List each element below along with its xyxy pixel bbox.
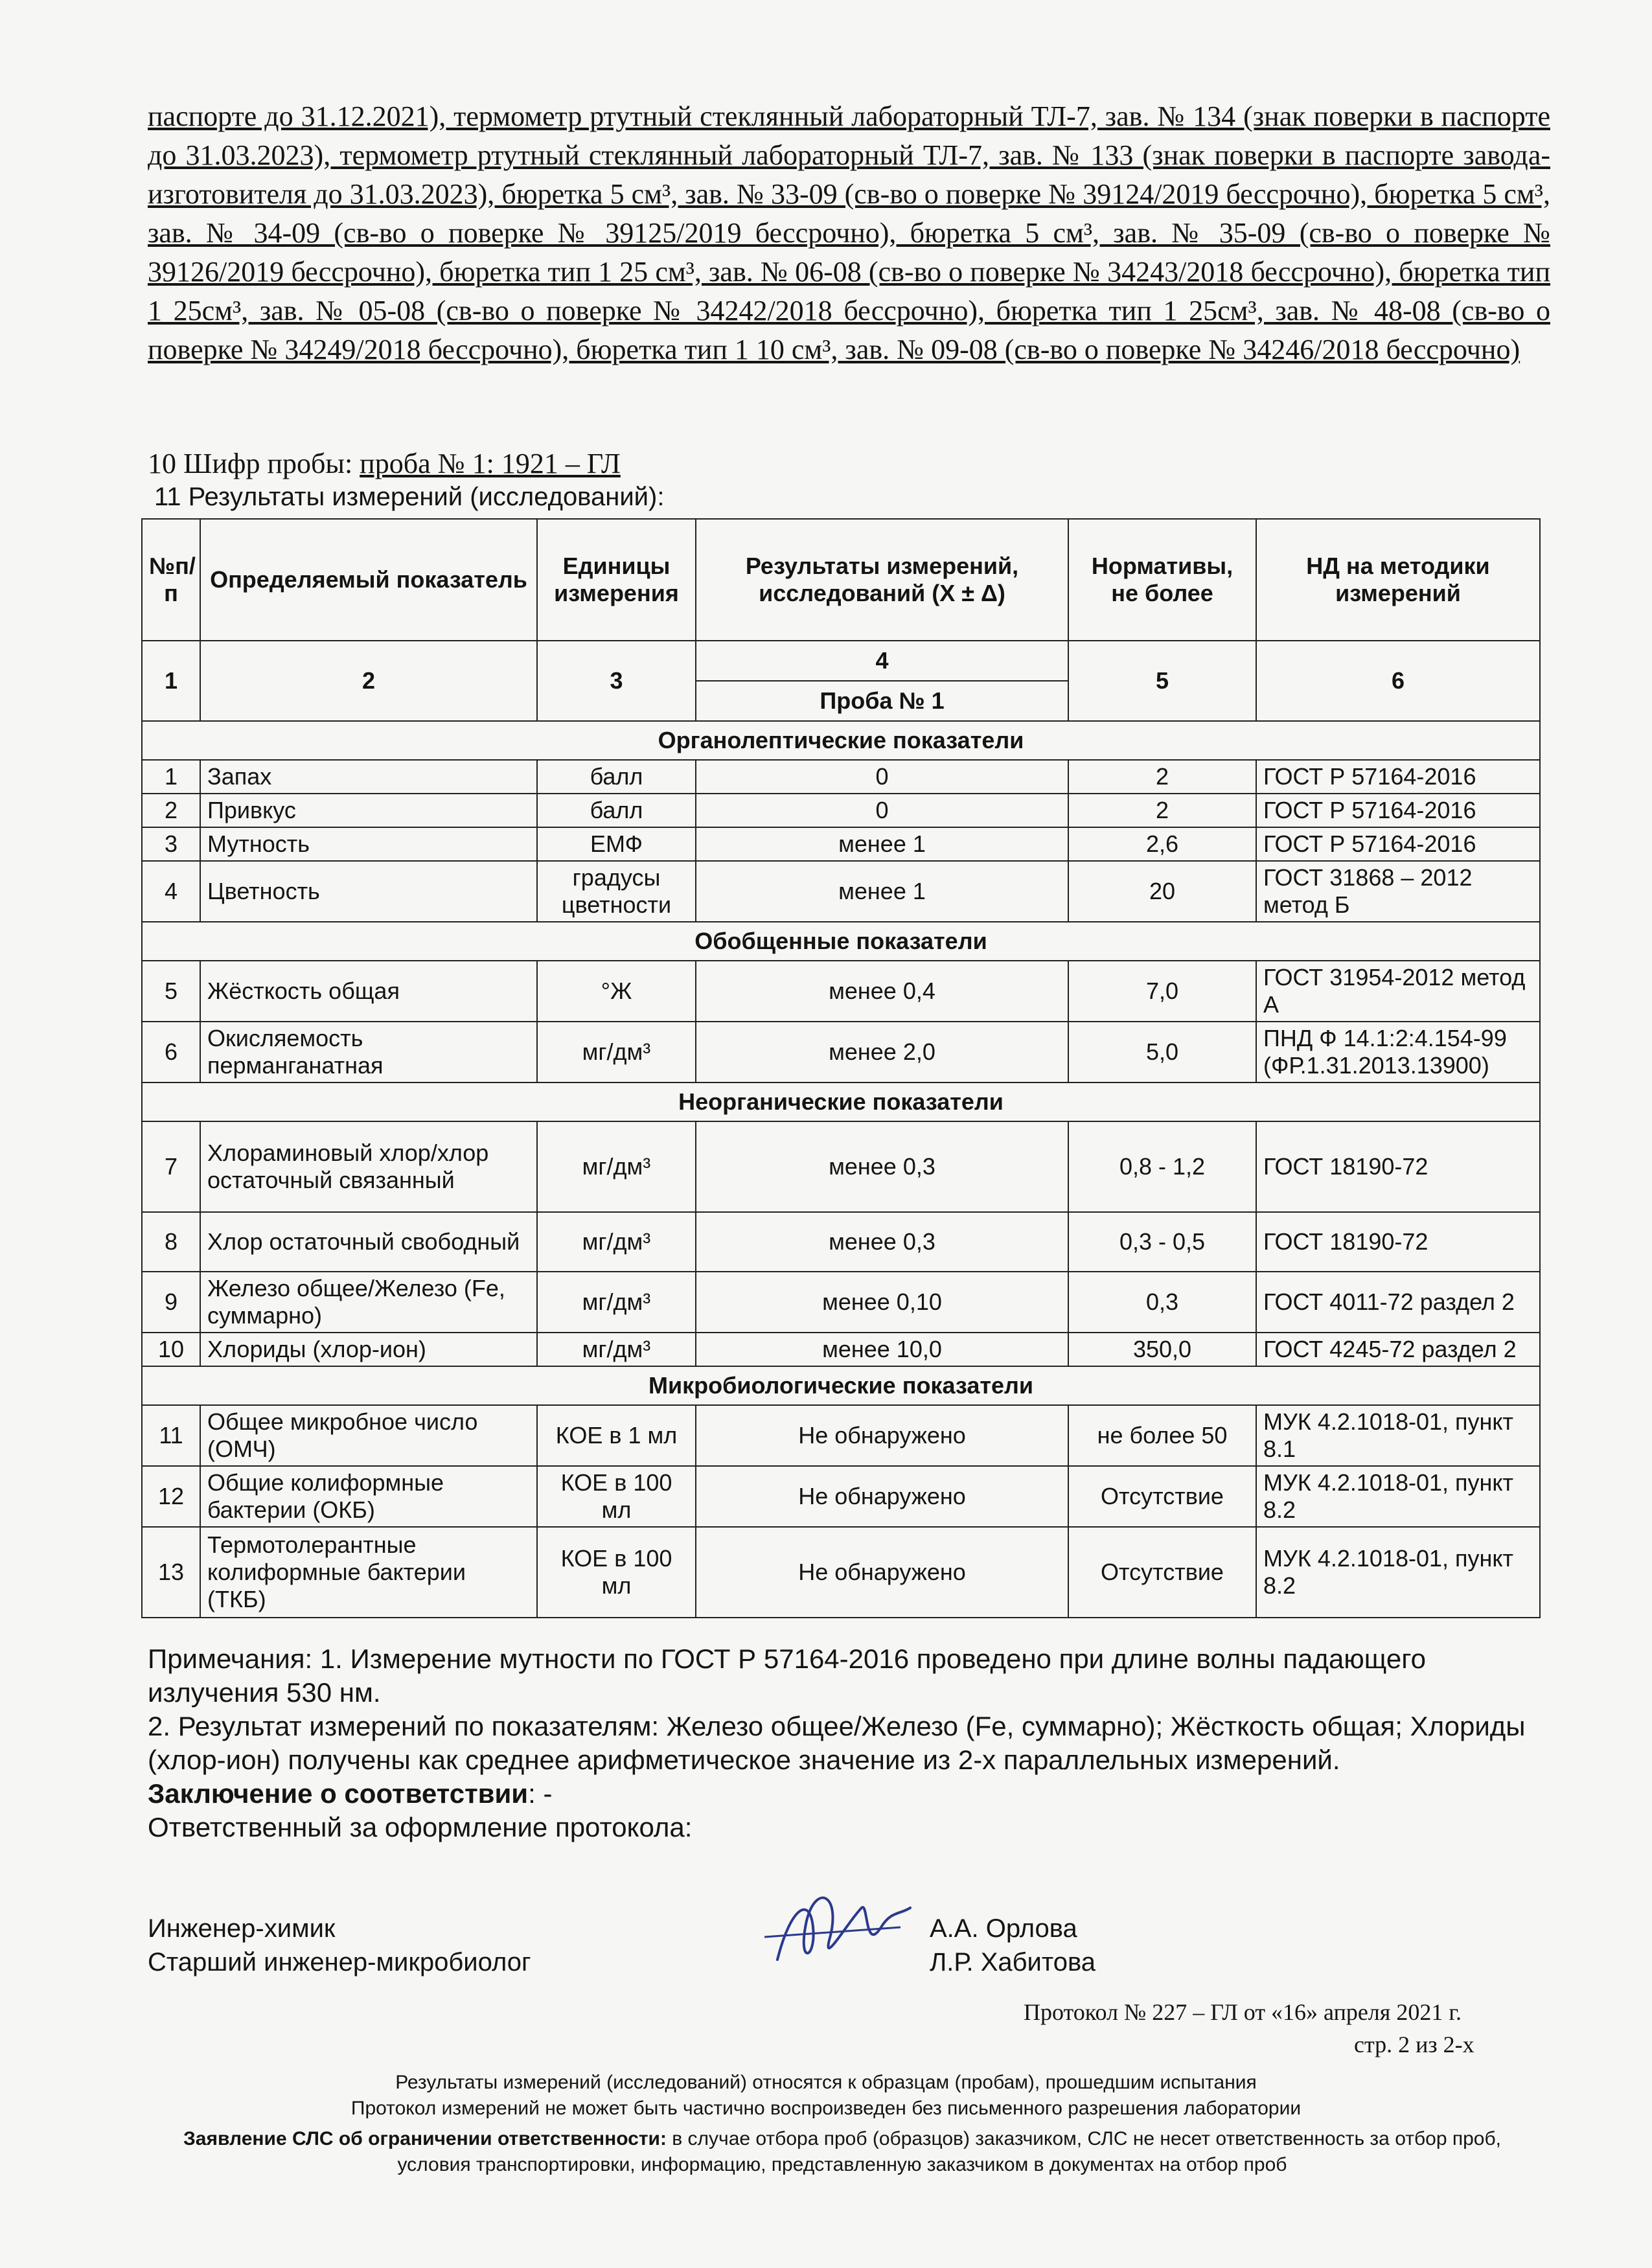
cell-num: 8 xyxy=(142,1212,200,1272)
cell-method: ГОСТ 4011-72 раздел 2 xyxy=(1256,1272,1540,1333)
cell-indicator: Общее микробное число (ОМЧ) xyxy=(200,1405,537,1466)
conclusion-value: : - xyxy=(528,1778,553,1809)
cell-result: Не обнаружено xyxy=(696,1466,1068,1527)
cell-units: КОЕ в 100 мл xyxy=(537,1466,696,1527)
cell-num: 7 xyxy=(142,1121,200,1212)
page-counter: стр. 2 из 2-х xyxy=(1354,2032,1474,2057)
cell-method: МУК 4.2.1018-01, пункт 8.2 xyxy=(1256,1527,1540,1618)
cell-result: менее 0,3 xyxy=(696,1212,1068,1272)
table-header-row xyxy=(142,519,1540,641)
cell-num: 10 xyxy=(142,1333,200,1366)
cell-indicator: Окисляемость перманганатная xyxy=(200,1022,537,1082)
cell-units: ЕМФ xyxy=(537,827,696,861)
colnum-1: 1 xyxy=(142,641,200,721)
colnum-6: 6 xyxy=(1256,641,1540,721)
table-row xyxy=(142,1333,1540,1366)
section-title: Неорганические показатели xyxy=(142,1082,1540,1121)
cell-indicator: Хлориды (хлор-ион) xyxy=(200,1333,537,1366)
cell-num: 11 xyxy=(142,1405,200,1466)
equipment-list xyxy=(148,97,1550,369)
col-header-indicator: Определяемый показатель xyxy=(200,519,537,641)
cell-result: менее 0,10 xyxy=(696,1272,1068,1333)
table-row xyxy=(142,760,1540,794)
col-header-results: Результаты измерений, исследований (X ± Δ) xyxy=(696,519,1068,641)
cell-units: балл xyxy=(537,794,696,827)
cell-units: КОЕ в 1 мл xyxy=(537,1405,696,1466)
results-heading: 11 Результаты измерений (исследований): xyxy=(154,483,665,511)
table-row xyxy=(142,1527,1540,1618)
note-1: Примечания: 1. Измерение мутности по ГОСТ Р 57164-2016 проведено при длине волны падающего излучения 530 нм. xyxy=(148,1644,1426,1708)
cell-units: КОЕ в 100 мл xyxy=(537,1527,696,1618)
table-row xyxy=(142,1466,1540,1527)
protocol-reference xyxy=(1024,1999,1462,2026)
cell-method: ГОСТ Р 57164-2016 xyxy=(1256,794,1540,827)
cell-norm: Отсутствие xyxy=(1068,1527,1256,1618)
cell-num: 2 xyxy=(142,794,200,827)
cell-units: мг/дм³ xyxy=(537,1121,696,1212)
section-title: Микробиологические показатели xyxy=(142,1366,1540,1405)
cell-indicator: Хлор остаточный свободный xyxy=(200,1212,537,1272)
cell-indicator: Жёсткость общая xyxy=(200,961,537,1022)
cell-norm: 0,3 xyxy=(1068,1272,1256,1333)
signer-1-name: А.А. Орлова xyxy=(930,1914,1077,1943)
cell-units: мг/дм³ xyxy=(537,1272,696,1333)
cell-num: 4 xyxy=(142,861,200,922)
colnum-2: 2 xyxy=(200,641,537,721)
cell-result: 0 xyxy=(696,794,1068,827)
cell-num: 3 xyxy=(142,827,200,861)
cell-norm: Отсутствие xyxy=(1068,1466,1256,1527)
cell-norm: 350,0 xyxy=(1068,1333,1256,1366)
cell-num: 13 xyxy=(142,1527,200,1618)
table-row xyxy=(142,827,1540,861)
responsible-label: Ответственный за оформление протокола: xyxy=(148,1812,693,1842)
conclusion xyxy=(148,1777,1534,1811)
cell-norm: 20 xyxy=(1068,861,1256,922)
col-header-units: Единицы измерения xyxy=(537,519,696,641)
cell-result: менее 0,3 xyxy=(696,1121,1068,1212)
cell-result: менее 1 xyxy=(696,861,1068,922)
table-row xyxy=(142,961,1540,1022)
column-numbers-row xyxy=(142,641,1540,681)
cell-result: Не обнаружено xyxy=(696,1527,1068,1618)
section-title: Органолептические показатели xyxy=(142,721,1540,760)
liability-text: в случае отбора проб (образцов) заказчиком, СЛС не несет ответственность за отбор проб, условия транспортировки, информацию, представленную заказчиком в документах на отбор проб xyxy=(397,2128,1501,2175)
section-header xyxy=(142,922,1540,961)
cell-method: ГОСТ 31954-2012 метод А xyxy=(1256,961,1540,1022)
cell-num: 12 xyxy=(142,1466,200,1527)
equipment-text: паспорте до 31.12.2021), термометр ртутный стеклянный лабораторный ТЛ-7, зав. № 134 (знак поверки в паспорте до 31.03.2023), термометр ртутный стеклянный лабораторный ТЛ-7, зав. № 133 (знак поверки в паспорте завода-изготовителя до 31.03.2023), бюретка 5 см³, зав. № 33-09 (св-во о поверке № 39124/2019 бессрочно), бюретка 5 см³, зав. № 34-09 (св-во о поверке № 39125/2019 бессрочно), бюретка 5 см³, зав. № 35-09 (св-во о поверке № 39126/2019 бессрочно), бюретка тип 1 25 см³, зав. № 06-08 (св-во о поверке № 34243/2018 бессрочно), бюретка тип 1 25см³, зав. № 05-08 (св-во о поверке № 34242/2018 бессрочно), бюретка тип 1 25см³, зав. № 48-08 (св-во о поверке № 34249/2018 бессрочно), бюретка тип 1 10 см³, зав. № 09-08 (св-во о поверке № 34246/2018 бессрочно) xyxy=(148,100,1550,365)
table-row xyxy=(142,1405,1540,1466)
cell-units: мг/дм³ xyxy=(537,1333,696,1366)
sample-code-line xyxy=(148,447,621,480)
disclaimer-copy: Протокол измерений не может быть частично воспроизведен без письменного разрешения лаборатории xyxy=(350,2098,1302,2119)
table-row xyxy=(142,1022,1540,1082)
col-header-methods: НД на методики измерений xyxy=(1256,519,1540,641)
notes-block xyxy=(148,1642,1534,1844)
cell-result: Не обнаружено xyxy=(696,1405,1068,1466)
section-title: Обобщенные показатели xyxy=(142,922,1540,961)
cell-indicator: Привкус xyxy=(200,794,537,827)
colnum-4: 4 xyxy=(696,641,1068,681)
colnum-3: 3 xyxy=(537,641,696,721)
cell-indicator: Хлораминовый хлор/хлор остаточный связанный xyxy=(200,1121,537,1212)
handwritten-signature xyxy=(751,1882,920,1979)
cell-norm: 2 xyxy=(1068,794,1256,827)
section-header xyxy=(142,1082,1540,1121)
cell-num: 6 xyxy=(142,1022,200,1082)
cell-method: ГОСТ 31868 – 2012 метод Б xyxy=(1256,861,1540,922)
cell-method: ПНД Ф 14.1:2:4.154-99 (ФР.1.31.2013.13900) xyxy=(1256,1022,1540,1082)
cell-norm: 2,6 xyxy=(1068,827,1256,861)
section-header xyxy=(142,721,1540,760)
colnum-5: 5 xyxy=(1068,641,1256,721)
cell-indicator: Термотолерантные колиформные бактерии (ТКБ) xyxy=(200,1527,537,1618)
cell-indicator: Железо общее/Железо (Fe, суммарно) xyxy=(200,1272,537,1333)
liability-statement xyxy=(149,2126,1535,2178)
signer-2-name: Л.Р. Хабитова xyxy=(930,1948,1096,1976)
sample-code-label: 10 Шифр пробы: xyxy=(148,448,353,479)
section-header xyxy=(142,1366,1540,1405)
col-header-num: №п/п xyxy=(142,519,200,641)
cell-norm: 0,3 - 0,5 xyxy=(1068,1212,1256,1272)
cell-method: ГОСТ 4245-72 раздел 2 xyxy=(1256,1333,1540,1366)
table-row xyxy=(142,794,1540,827)
signer-1-position: Инженер-химик xyxy=(148,1914,336,1943)
cell-norm: не более 50 xyxy=(1068,1405,1256,1466)
conclusion-label: Заключение о соответствии xyxy=(148,1778,529,1809)
cell-method: ГОСТ 18190-72 xyxy=(1256,1212,1540,1272)
cell-indicator: Цветность xyxy=(200,861,537,922)
cell-units: балл xyxy=(537,760,696,794)
cell-num: 5 xyxy=(142,961,200,1022)
cell-norm: 2 xyxy=(1068,760,1256,794)
cell-norm: 7,0 xyxy=(1068,961,1256,1022)
cell-result: 0 xyxy=(696,760,1068,794)
cell-method: МУК 4.2.1018-01, пункт 8.1 xyxy=(1256,1405,1540,1466)
cell-norm: 5,0 xyxy=(1068,1022,1256,1082)
cell-num: 9 xyxy=(142,1272,200,1333)
cell-result: менее 1 xyxy=(696,827,1068,861)
cell-num: 1 xyxy=(142,760,200,794)
sample-column-label: Проба № 1 xyxy=(696,681,1068,721)
liability-label: Заявление СЛС об ограничении ответственности: xyxy=(183,2128,672,2149)
disclaimer-results: Результаты измерений (исследований) относятся к образцам (пробам), прошедшим испытания xyxy=(395,2072,1257,2093)
cell-indicator: Общие колиформные бактерии (ОКБ) xyxy=(200,1466,537,1527)
col-header-norms: Нормативы, не более xyxy=(1068,519,1256,641)
cell-units: мг/дм³ xyxy=(537,1212,696,1272)
cell-method: ГОСТ Р 57164-2016 xyxy=(1256,760,1540,794)
cell-method: ГОСТ Р 57164-2016 xyxy=(1256,827,1540,861)
cell-indicator: Запах xyxy=(200,760,537,794)
sample-code-value: проба № 1: 1921 – ГЛ xyxy=(360,448,621,479)
cell-result: менее 10,0 xyxy=(696,1333,1068,1366)
signer-2-position: Старший инженер-микробиолог xyxy=(148,1948,531,1976)
cell-norm: 0,8 - 1,2 xyxy=(1068,1121,1256,1212)
cell-indicator: Мутность xyxy=(200,827,537,861)
results-table xyxy=(141,518,1541,1618)
cell-result: менее 0,4 xyxy=(696,961,1068,1022)
table-row xyxy=(142,1272,1540,1333)
cell-method: МУК 4.2.1018-01, пункт 8.2 xyxy=(1256,1466,1540,1527)
cell-units: градусы цветности xyxy=(537,861,696,922)
table-row xyxy=(142,1121,1540,1212)
cell-units: мг/дм³ xyxy=(537,1022,696,1082)
note-2: 2. Результат измерений по показателям: Железо общее/Железо (Fe, суммарно); Жёсткость общая; Хлориды (хлор-ион) получены как среднее арифметическое значение из 2-х параллельных измерений. xyxy=(148,1711,1526,1775)
table-row xyxy=(142,861,1540,922)
cell-units: °Ж xyxy=(537,961,696,1022)
cell-method: ГОСТ 18190-72 xyxy=(1256,1121,1540,1212)
cell-result: менее 2,0 xyxy=(696,1022,1068,1082)
table-row xyxy=(142,1212,1540,1272)
protocol-number: Протокол № 227 – ГЛ от «16» апреля 2021 г. xyxy=(1024,1999,1462,2025)
